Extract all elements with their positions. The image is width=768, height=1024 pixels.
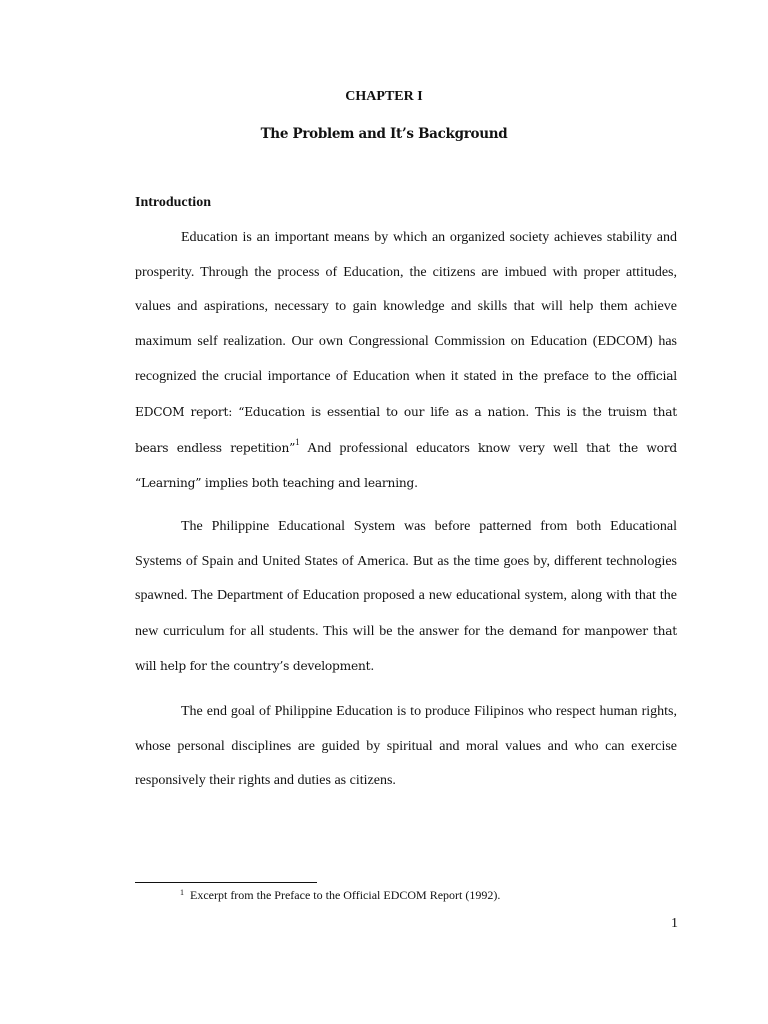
footnote-mark: 1 xyxy=(180,888,184,897)
paragraph-1 xyxy=(135,221,677,502)
section-heading-introduction: Introduction xyxy=(135,195,211,210)
paragraph-2 xyxy=(135,510,677,685)
paragraph-2-text: The Philippine Educational System was before patterned from both Educational Systems of Spain and United States of America. But as the time goes by, different technologies spawned. The Department of Education proposed a new educational system, along with that the new curriculum for all students. This will be the answer for xyxy=(135,519,677,639)
paragraph-1-quote: in the preface to the official EDCOM report: “Education is essential to our life as a nation. This is the truism that bears endless repetition” xyxy=(135,369,678,455)
paragraph-2-end: the demand for manpower that will help for the country’s development. xyxy=(135,623,677,674)
chapter-title: CHAPTER I xyxy=(345,89,423,104)
footnote-text: Excerpt from the Preface to the Official EDCOM Report (1992). xyxy=(190,888,501,902)
paragraph-1-end: know very well that the word “Learning” implies both teaching and learning. xyxy=(135,440,677,491)
chapter-subtitle: The Problem and It’s Background xyxy=(260,126,508,142)
footnote-divider xyxy=(135,882,317,883)
paragraph-3: The end goal of Philippine Education is to produce Filipinos who respect human rights, whose personal disciplines are guided by spiritual and moral values and who can exercise responsively their rights and duties as citizens. xyxy=(135,704,677,789)
footnote-reference: 1 xyxy=(295,436,300,447)
page-number: 1 xyxy=(671,916,678,931)
paragraph-1-text: Education is an important means by which an organized society achieves stability and prosperity. Through the process of Education, the citizens are imbued with proper attitudes, values and aspirations, necessary to gain knowledge and skills that will help them achieve maximum self realization. Our own Congressional Commission on Education (EDCOM) has recognized the crucial importance of Education when it stated xyxy=(135,230,677,385)
paragraph-1-continuation: And professional educators xyxy=(299,440,470,456)
footnote xyxy=(180,888,500,903)
